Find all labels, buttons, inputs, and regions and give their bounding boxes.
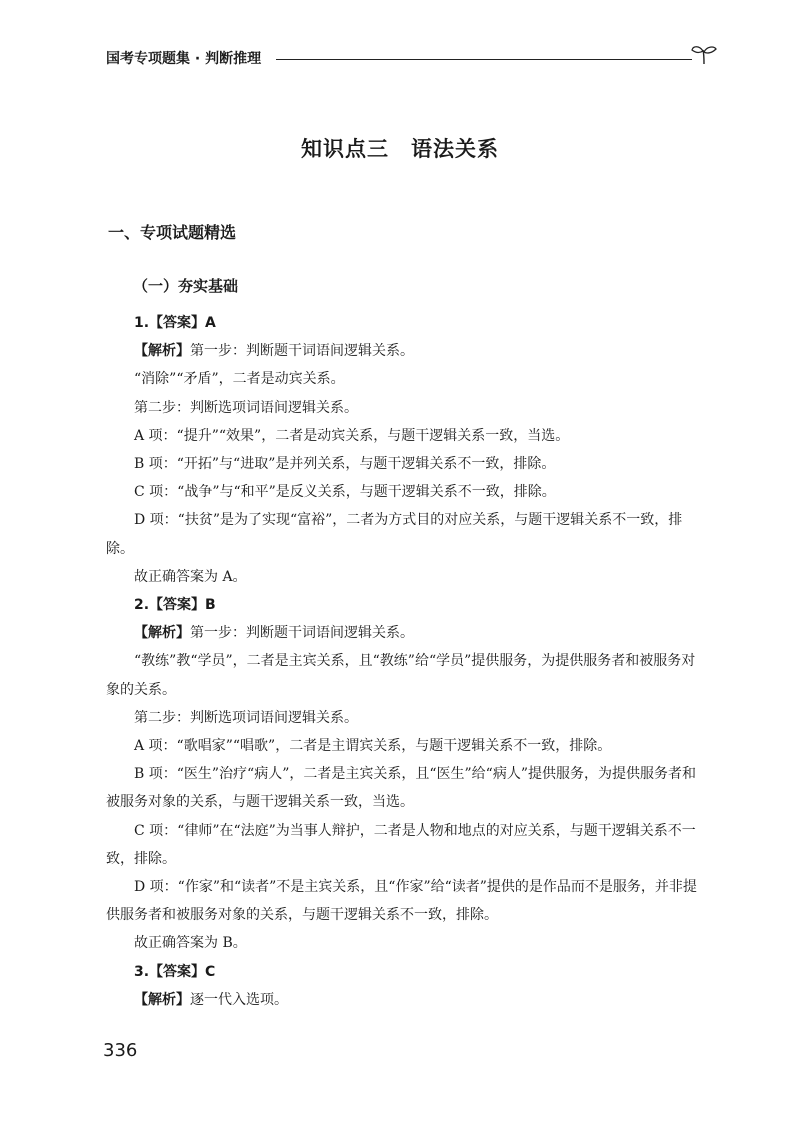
q2-option-d: D 项：“作家”和“读者”不是主宾关系，且“作家”给“读者”提供的是作品而不是服务，并非提供服务者和被服务对象的关系，与题干逻辑关系不一致，排除。 [106, 879, 697, 924]
q2-option-b: B 项：“医生”治疗“病人”，二者是主宾关系，且“医生”给“病人”提供服务，为提供服务者和被服务对象的关系，与题干逻辑关系一致，当选。 [106, 766, 696, 811]
subsection-title: （一）夯实基础 [133, 277, 239, 295]
q1-line: 第二步：判断选项词语间逻辑关系。 [134, 399, 358, 416]
q2-line: 第一步：判断题干词语间逻辑关系。 [190, 625, 414, 642]
answer-content [106, 309, 702, 1014]
q2-answer [106, 591, 702, 619]
q1-answer [106, 309, 702, 337]
q2-analysis [106, 619, 702, 647]
q2-conclusion: 故正确答案为 B。 [134, 935, 247, 952]
q1-answer-label: 1.【答案】A [134, 315, 216, 331]
q3-analysis [106, 986, 702, 1014]
q3-analysis-label: 【解析】 [134, 991, 190, 1008]
q1-option-d: D 项：“扶贫”是为了实现“富裕”，二者为方式目的对应关系，与题干逻辑关系不一致，排除。 [106, 512, 683, 557]
sprout-icon [690, 42, 718, 66]
q2-answer-label: 2.【答案】B [134, 597, 216, 614]
q1-conclusion: 故正确答案为 A。 [134, 568, 247, 585]
q1-option-b: B 项：“开拓”与“进取”是并列关系，与题干逻辑关系不一致，排除。 [134, 456, 556, 473]
q3-answer [106, 958, 702, 986]
q1-line: “消除”“矛盾”，二者是动宾关系。 [134, 371, 345, 388]
header-rule [276, 59, 692, 60]
q2-line: “教练”教“学员”，二者是主宾关系，且“教练”给“学员”提供服务，为提供服务者和被服务对象的关系。 [106, 653, 696, 698]
q2-analysis-label: 【解析】 [134, 625, 190, 642]
q1-analysis [106, 337, 702, 365]
q1-analysis-label: 【解析】 [134, 343, 190, 360]
header-title: 国考专项题集 · 判断推理 [106, 51, 262, 67]
q2-option-a: A 项：“歌唱家”“唱歌”，二者是主谓宾关系，与题干逻辑关系不一致，排除。 [134, 738, 612, 755]
page-header [106, 46, 718, 70]
page-number: 336 [103, 1040, 138, 1061]
q2-option-c: C 项：“律师”在“法庭”为当事人辩护，二者是人物和地点的对应关系，与题干逻辑关系不一致，排除。 [106, 822, 696, 867]
chapter-title: 知识点三 语法关系 [301, 137, 499, 161]
q1-option-a: A 项：“提升”“效果”，二者是动宾关系，与题干逻辑关系一致，当选。 [134, 427, 570, 444]
q3-answer-label: 3.【答案】C [134, 963, 216, 980]
q1-line: 第一步：判断题干词语间逻辑关系。 [190, 343, 414, 360]
q1-option-c: C 项：“战争”与“和平”是反义关系，与题干逻辑关系不一致，排除。 [134, 484, 556, 501]
q2-line: 第二步：判断选项词语间逻辑关系。 [134, 709, 358, 726]
q3-line: 逐一代入选项。 [190, 991, 288, 1008]
section-title: 一、专项试题精选 [108, 223, 237, 242]
